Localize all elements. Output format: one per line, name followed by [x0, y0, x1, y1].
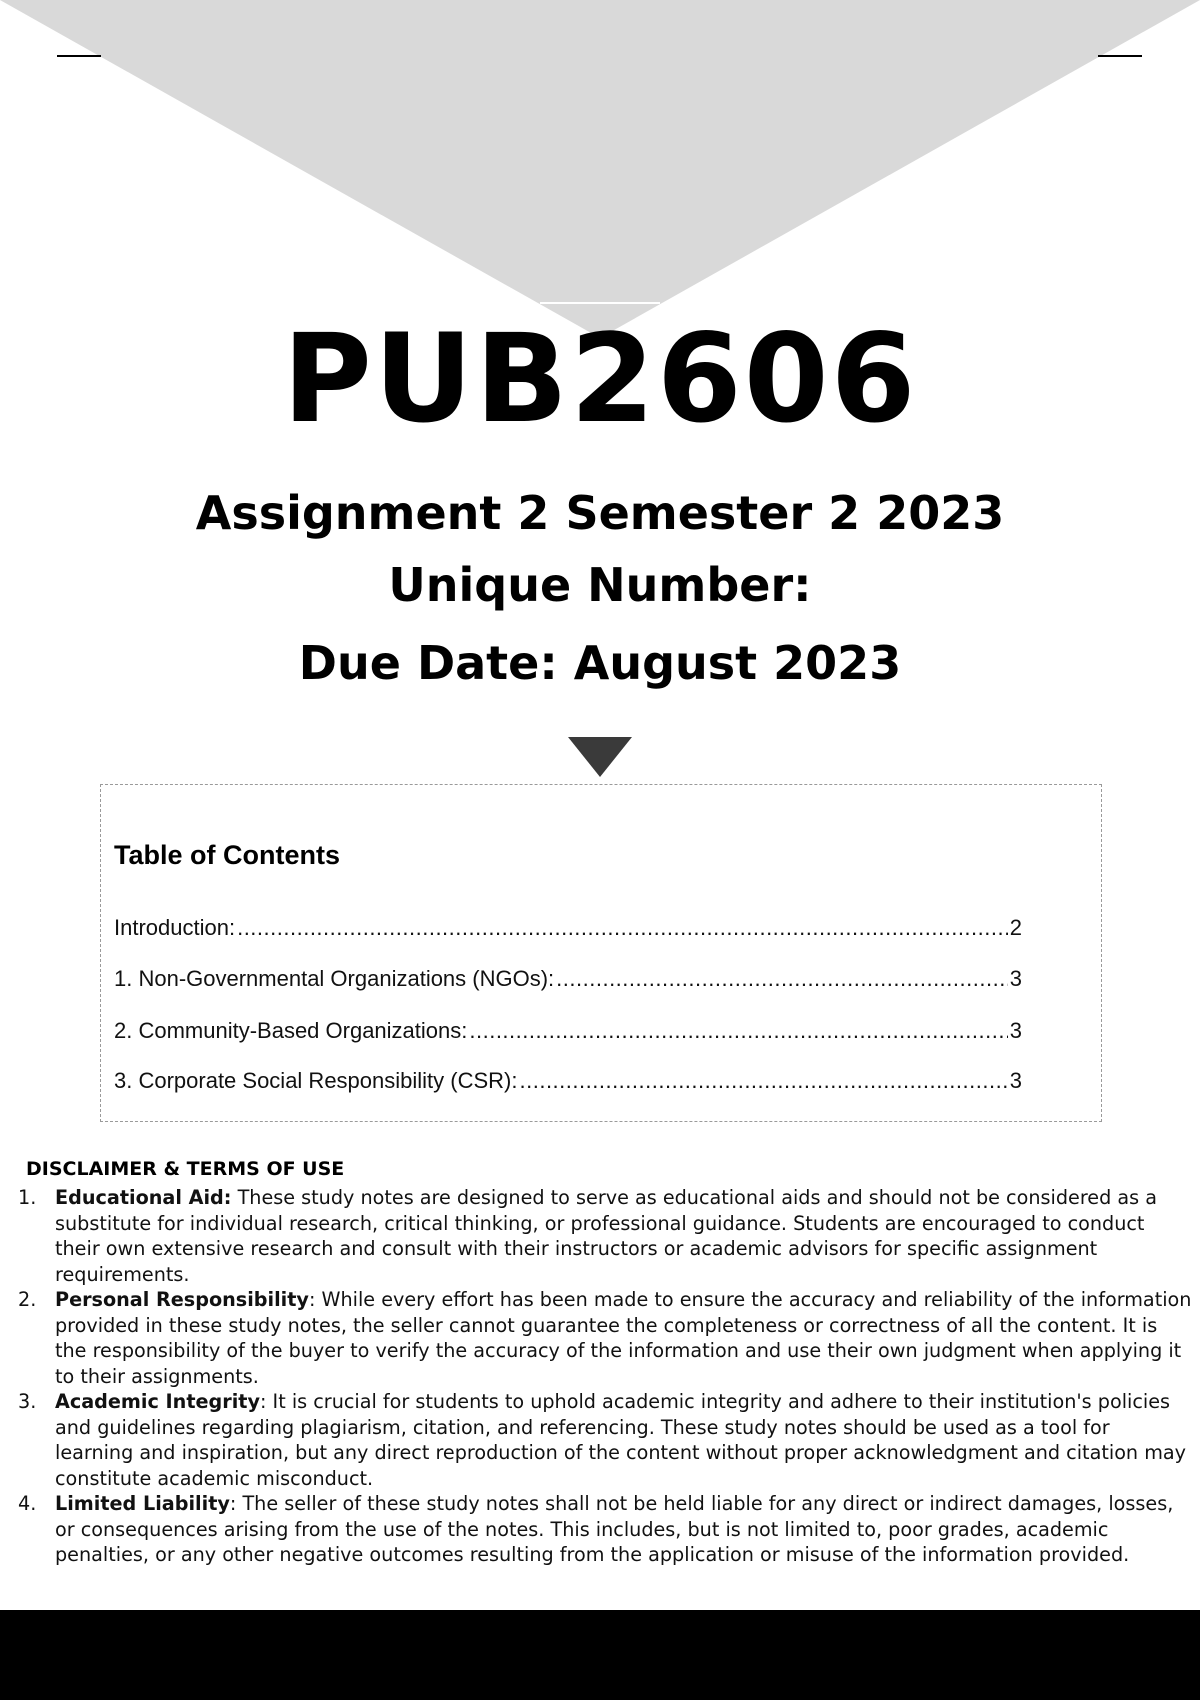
- toc-entry-page: 2: [1009, 915, 1022, 940]
- disclaimer-item-term: Limited Liability: [55, 1492, 230, 1515]
- toc-entry-label: Introduction:: [114, 915, 236, 940]
- disclaimer-item-text: : While every effort has been made to ensure the accuracy and reliability of the information provided in these study notes, the seller cannot guarantee the completeness or correctness of all the content. It is the responsibility of the buyer to verify the accuracy of the information and use their own judgment when applying it to their assignments.: [55, 1288, 1192, 1388]
- disclaimer-item-term: Educational Aid:: [55, 1186, 232, 1209]
- toc-entry-page: 3: [1009, 966, 1022, 991]
- disclaimer-item: [18, 1185, 1193, 1287]
- toc-entry-label: 3. Corporate Social Responsibility (CSR):: [114, 1068, 518, 1093]
- disclaimer-item-text: : The seller of these study notes shall not be held liable for any direct or indirect damages, losses, or consequences arising from the use of the notes. This includes, but is not limited to, poor grades, academic penalties, or any other negative outcomes resulting from the application or misuse of the information provided.: [55, 1492, 1174, 1566]
- disclaimer-item-term: Personal Responsibility: [55, 1288, 309, 1311]
- course-code-title: PUB2606: [282, 308, 918, 450]
- disclaimer-list: [18, 1185, 1193, 1568]
- disclaimer-item-number: 3.: [18, 1390, 37, 1413]
- toc-title: Table of Contents: [114, 840, 340, 870]
- toc-entry-page: 3: [1009, 1018, 1022, 1043]
- toc-entry[interactable]: [114, 968, 1022, 990]
- disclaimer-item-number: 4.: [18, 1492, 37, 1515]
- toc-entry-label: 1. Non-Governmental Organizations (NGOs):: [114, 966, 555, 991]
- disclaimer-item: [18, 1389, 1193, 1491]
- disclaimer-item: [18, 1491, 1193, 1568]
- toc-dot-leader: [520, 1070, 1008, 1092]
- disclaimer-item: [18, 1287, 1193, 1389]
- assignment-subtitle: Assignment 2 Semester 2 2023: [195, 486, 1005, 540]
- toc-dot-leader: [556, 968, 1008, 990]
- disclaimer-item-text: These study notes are designed to serve as educational aids and should not be considered as a substitute for individual research, critical thinking, or professional guidance. Students are encouraged to conduct their own extensive research and consult with their instructors or academic advisors for specific assignment requirements.: [55, 1186, 1157, 1286]
- disclaimer-item-text: : It is crucial for students to uphold academic integrity and adhere to their institution's policies and guidelines regarding plagiarism, citation, and referencing. These study notes should be used as a tool for learning and inspiration, but any direct reproduction of the content without proper acknowledgment and citation may constitute academic misconduct.: [55, 1390, 1186, 1490]
- bottom-bar: [0, 1610, 1200, 1700]
- toc-entry-page: 3: [1009, 1068, 1022, 1093]
- toc-entry[interactable]: [114, 1020, 1022, 1042]
- corner-rule-right: [1098, 55, 1142, 57]
- toc-entry-label: 2. Community-Based Organizations:: [114, 1018, 468, 1043]
- disclaimer-heading: DISCLAIMER & TERMS OF USE: [26, 1158, 345, 1180]
- unique-number-label: Unique Number:: [388, 558, 812, 612]
- corner-rule-left: [57, 55, 101, 57]
- toc-entry[interactable]: [114, 1070, 1022, 1092]
- disclaimer-item-number: 1.: [18, 1186, 37, 1209]
- top-chevron-graphic: [0, 0, 1200, 340]
- toc-entry[interactable]: [114, 917, 1022, 939]
- disclaimer-item-term: Academic Integrity: [55, 1390, 260, 1413]
- due-date-label: Due Date: August 2023: [298, 636, 902, 690]
- toc-dot-leader: [237, 917, 1008, 939]
- disclaimer-item-number: 2.: [18, 1288, 37, 1311]
- toc-dot-leader: [469, 1020, 1007, 1042]
- down-triangle-icon: [568, 737, 632, 777]
